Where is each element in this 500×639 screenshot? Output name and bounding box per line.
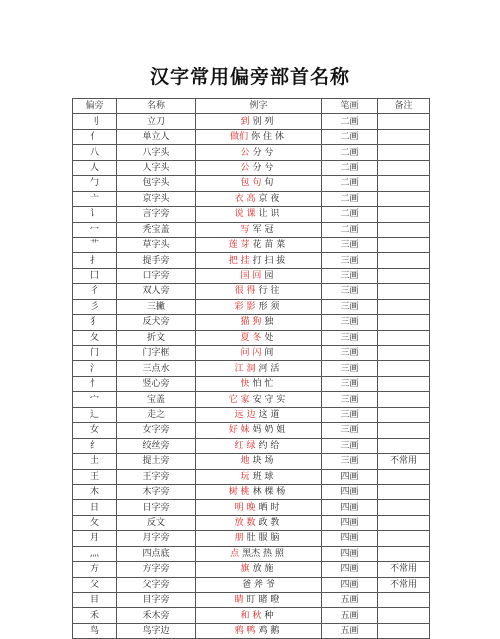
example-highlight: 快 xyxy=(240,379,250,390)
note-cell xyxy=(378,160,430,175)
example-highlight: 它 家 xyxy=(228,394,250,405)
table-row xyxy=(73,284,430,299)
table-row xyxy=(73,392,430,407)
name-cell: 包字头 xyxy=(117,176,196,191)
examples-cell xyxy=(196,129,322,144)
radical-cell: 禾 xyxy=(73,608,117,623)
name-cell: 人字头 xyxy=(117,160,196,175)
table-row xyxy=(73,330,430,345)
name-cell: 三撇 xyxy=(117,299,196,314)
note-cell xyxy=(378,407,430,422)
table-row xyxy=(73,515,430,530)
strokes-cell: 四画 xyxy=(322,577,378,592)
table-row xyxy=(73,593,430,608)
name-cell: 禾木旁 xyxy=(117,608,196,623)
examples-cell xyxy=(196,114,322,129)
example-rest: 别 列 xyxy=(252,116,274,127)
example-rest: 花 苗 菜 xyxy=(252,240,286,251)
example-highlight: 远 边 xyxy=(234,409,256,420)
header-examples: 例字 xyxy=(196,99,322,114)
name-cell: 木字旁 xyxy=(117,484,196,499)
table-row xyxy=(73,129,430,144)
examples-cell xyxy=(196,207,322,222)
example-highlight: 把 挂 xyxy=(228,255,250,266)
example-highlight: 和 秋 xyxy=(240,610,262,621)
note-cell xyxy=(378,284,430,299)
example-highlight: 鸦 鸭 xyxy=(234,626,256,637)
note-cell: 不常用 xyxy=(378,562,430,577)
example-rest: 京 夜 xyxy=(258,193,280,204)
note-cell xyxy=(378,500,430,515)
examples-cell xyxy=(196,191,322,206)
examples-cell xyxy=(196,253,322,268)
example-highlight: 江 洞 xyxy=(234,363,256,374)
note-cell xyxy=(378,253,430,268)
radical-cell: 囗 xyxy=(73,268,117,283)
note-cell xyxy=(378,191,430,206)
radical-cell: 忄 xyxy=(73,376,117,391)
name-cell: 立刀 xyxy=(117,114,196,129)
table-body xyxy=(73,114,430,639)
strokes-cell: 五画 xyxy=(322,623,378,638)
example-rest: 打 扫 拔 xyxy=(252,255,286,266)
strokes-cell: 三画 xyxy=(322,454,378,469)
example-rest: 安 守 实 xyxy=(252,394,286,405)
example-rest: 让 识 xyxy=(258,209,280,220)
table-row xyxy=(73,500,430,515)
examples-cell xyxy=(196,515,322,530)
example-rest: 肚 服 脑 xyxy=(246,533,280,544)
note-cell xyxy=(378,469,430,484)
examples-cell xyxy=(196,531,322,546)
strokes-cell: 三画 xyxy=(322,268,378,283)
name-cell: 口字旁 xyxy=(117,268,196,283)
name-cell: 提手旁 xyxy=(117,253,196,268)
note-cell xyxy=(378,346,430,361)
name-cell: 女字旁 xyxy=(117,423,196,438)
note-cell xyxy=(378,593,430,608)
strokes-cell: 三画 xyxy=(322,407,378,422)
radical-cell: 父 xyxy=(73,577,117,592)
strokes-cell: 四画 xyxy=(322,546,378,561)
radical-cell: 刂 xyxy=(73,114,117,129)
examples-cell xyxy=(196,546,322,561)
table-row xyxy=(73,531,430,546)
examples-cell xyxy=(196,392,322,407)
table-row xyxy=(73,268,430,283)
header-note: 备注 xyxy=(378,99,430,114)
radical-cell: 目 xyxy=(73,593,117,608)
example-highlight: 猫 狗 xyxy=(240,317,262,328)
strokes-cell: 二画 xyxy=(322,114,378,129)
name-cell: 反犬旁 xyxy=(117,315,196,330)
name-cell: 月字旁 xyxy=(117,531,196,546)
example-highlight: 问 闪 xyxy=(240,348,262,359)
example-highlight: 夏 冬 xyxy=(240,332,262,343)
header-name: 名称 xyxy=(117,99,196,114)
examples-cell xyxy=(196,330,322,345)
example-highlight: 很 得 xyxy=(234,286,256,297)
name-cell: 折文 xyxy=(117,330,196,345)
examples-cell xyxy=(196,284,322,299)
example-rest: 形 须 xyxy=(258,301,280,312)
table-row xyxy=(73,454,430,469)
name-cell: 提土旁 xyxy=(117,454,196,469)
example-highlight: 做们 xyxy=(230,132,249,143)
examples-cell xyxy=(196,315,322,330)
radical-cell: 土 xyxy=(73,454,117,469)
name-cell: 父字旁 xyxy=(117,577,196,592)
example-rest: 分 兮 xyxy=(252,147,274,158)
example-highlight: 明 晚 xyxy=(234,502,256,513)
note-cell xyxy=(378,438,430,453)
examples-cell xyxy=(196,608,322,623)
example-highlight: 树 桃 xyxy=(228,487,250,498)
name-cell: 反文 xyxy=(117,515,196,530)
name-cell: 八字头 xyxy=(117,145,196,160)
table-row xyxy=(73,562,430,577)
example-rest: 怕 忙 xyxy=(252,379,274,390)
example-highlight: 好 妹 xyxy=(228,425,250,436)
example-rest: 旬 xyxy=(264,178,274,189)
name-cell: 方字旁 xyxy=(117,562,196,577)
examples-cell xyxy=(196,577,322,592)
strokes-cell: 四画 xyxy=(322,500,378,515)
example-rest: 约 给 xyxy=(258,440,280,451)
strokes-cell: 三画 xyxy=(322,438,378,453)
radical-cell: 宀 xyxy=(73,392,117,407)
name-cell: 王字旁 xyxy=(117,469,196,484)
radical-cell: 方 xyxy=(73,562,117,577)
note-cell xyxy=(378,176,430,191)
example-highlight: 衣 高 xyxy=(234,193,256,204)
examples-cell xyxy=(196,469,322,484)
examples-cell xyxy=(196,454,322,469)
radical-cell: 夂 xyxy=(73,330,117,345)
page-title: 汉字常用偏旁部首名称 xyxy=(149,66,350,88)
radical-cell: 辶 xyxy=(73,407,117,422)
strokes-cell: 三画 xyxy=(322,299,378,314)
table-row xyxy=(73,608,430,623)
examples-cell xyxy=(196,176,322,191)
examples-cell xyxy=(196,268,322,283)
radical-cell: 犭 xyxy=(73,315,117,330)
example-rest: 晒 时 xyxy=(258,502,280,513)
radical-cell: 月 xyxy=(73,531,117,546)
note-cell xyxy=(378,546,430,561)
radical-cell: 女 xyxy=(73,423,117,438)
example-rest: 你 住 休 xyxy=(251,132,284,143)
name-cell: 鸟字边 xyxy=(117,623,196,638)
example-highlight: 写 xyxy=(240,224,250,235)
name-cell: 言字旁 xyxy=(117,207,196,222)
example-highlight: 莲 芽 xyxy=(228,240,250,251)
name-cell: 四点底 xyxy=(117,546,196,561)
note-cell xyxy=(378,392,430,407)
strokes-cell: 四画 xyxy=(322,515,378,530)
strokes-cell: 三画 xyxy=(322,361,378,376)
examples-cell xyxy=(196,562,322,577)
example-highlight: 睛 xyxy=(234,595,244,606)
note-cell xyxy=(378,299,430,314)
radical-cell: 人 xyxy=(73,160,117,175)
strokes-cell: 四画 xyxy=(322,469,378,484)
note-cell xyxy=(378,145,430,160)
radical-cell: 彳 xyxy=(73,284,117,299)
name-cell: 秃宝盖 xyxy=(117,222,196,237)
example-rest: 鸡 鹅 xyxy=(258,626,280,637)
strokes-cell: 二画 xyxy=(322,160,378,175)
note-cell xyxy=(378,315,430,330)
strokes-cell: 三画 xyxy=(322,237,378,252)
example-rest: 爸 斧 爷 xyxy=(242,579,275,590)
table-row xyxy=(73,484,430,499)
strokes-cell: 五画 xyxy=(322,608,378,623)
example-rest: 分 兮 xyxy=(252,162,274,173)
table-header-row xyxy=(73,99,430,114)
example-highlight: 旗 xyxy=(240,564,250,575)
example-highlight: 国 回 xyxy=(240,271,262,282)
examples-cell xyxy=(196,160,322,175)
table-row xyxy=(73,346,430,361)
example-rest: 间 xyxy=(264,348,274,359)
example-highlight: 放 数 xyxy=(234,518,256,529)
example-rest: 河 活 xyxy=(258,363,280,374)
name-cell: 日字旁 xyxy=(117,500,196,515)
note-cell xyxy=(378,423,430,438)
examples-cell xyxy=(196,346,322,361)
table-row xyxy=(73,145,430,160)
example-rest: 班 球 xyxy=(252,471,274,482)
example-rest: 盯 睹 瞪 xyxy=(246,595,280,606)
radical-cell: 王 xyxy=(73,469,117,484)
note-cell xyxy=(378,237,430,252)
table-row xyxy=(73,191,430,206)
examples-cell xyxy=(196,361,322,376)
radical-cell: 木 xyxy=(73,484,117,499)
strokes-cell: 四画 xyxy=(322,562,378,577)
examples-cell xyxy=(196,623,322,638)
radical-cell: 日 xyxy=(73,500,117,515)
table-row xyxy=(73,237,430,252)
name-cell: 走之 xyxy=(117,407,196,422)
example-highlight: 公 xyxy=(240,147,250,158)
strokes-cell: 四画 xyxy=(322,531,378,546)
example-highlight: 朋 xyxy=(234,533,244,544)
name-cell: 双人旁 xyxy=(117,284,196,299)
example-rest: 放 施 xyxy=(252,564,274,575)
radical-cell: 艹 xyxy=(73,237,117,252)
radical-cell: 讠 xyxy=(73,207,117,222)
note-cell xyxy=(378,330,430,345)
note-cell xyxy=(378,531,430,546)
radical-cell: 八 xyxy=(73,145,117,160)
note-cell xyxy=(378,623,430,638)
example-highlight: 到 xyxy=(240,116,250,127)
radical-cell: 纟 xyxy=(73,438,117,453)
radical-cell: 鸟 xyxy=(73,623,117,638)
examples-cell xyxy=(196,222,322,237)
table-row xyxy=(73,577,430,592)
note-cell xyxy=(378,268,430,283)
example-rest: 林 棵 杨 xyxy=(252,487,286,498)
example-rest: 块 场 xyxy=(252,456,274,467)
strokes-cell: 三画 xyxy=(322,330,378,345)
strokes-cell: 五画 xyxy=(322,593,378,608)
examples-cell xyxy=(196,593,322,608)
examples-cell xyxy=(196,376,322,391)
table-row xyxy=(73,376,430,391)
note-cell: 不常用 xyxy=(378,577,430,592)
example-highlight: 彩 影 xyxy=(234,301,256,312)
examples-cell xyxy=(196,299,322,314)
table-row xyxy=(73,623,430,638)
example-rest: 妈 奶 姐 xyxy=(252,425,286,436)
table-row xyxy=(73,114,430,129)
example-highlight: 包 句 xyxy=(240,178,262,189)
name-cell: 京字头 xyxy=(117,191,196,206)
radical-cell: 扌 xyxy=(73,253,117,268)
example-rest: 军 冠 xyxy=(252,224,274,235)
table-row xyxy=(73,438,430,453)
strokes-cell: 二画 xyxy=(322,145,378,160)
name-cell: 草字头 xyxy=(117,237,196,252)
table-row xyxy=(73,207,430,222)
note-cell xyxy=(378,207,430,222)
table-row xyxy=(73,361,430,376)
table-row xyxy=(73,222,430,237)
example-rest: 园 xyxy=(264,271,274,282)
note-cell xyxy=(378,376,430,391)
table-row xyxy=(73,469,430,484)
note-cell xyxy=(378,114,430,129)
table-row xyxy=(73,315,430,330)
name-cell: 目字旁 xyxy=(117,593,196,608)
table-row xyxy=(73,253,430,268)
example-highlight: 红 绿 xyxy=(234,440,256,451)
strokes-cell: 三画 xyxy=(322,315,378,330)
strokes-cell: 二画 xyxy=(322,222,378,237)
radical-cell: 门 xyxy=(73,346,117,361)
table-row xyxy=(73,423,430,438)
table-row xyxy=(73,546,430,561)
name-cell: 门字框 xyxy=(117,346,196,361)
example-rest: 这 道 xyxy=(258,409,280,420)
example-highlight: 说 课 xyxy=(234,209,256,220)
strokes-cell: 三画 xyxy=(322,253,378,268)
strokes-cell: 二画 xyxy=(322,207,378,222)
strokes-cell: 三画 xyxy=(322,423,378,438)
strokes-cell: 三画 xyxy=(322,392,378,407)
radical-cell: 灬 xyxy=(73,546,117,561)
examples-cell xyxy=(196,145,322,160)
name-cell: 单立人 xyxy=(117,129,196,144)
examples-cell xyxy=(196,500,322,515)
note-cell xyxy=(378,484,430,499)
examples-cell xyxy=(196,237,322,252)
examples-cell xyxy=(196,423,322,438)
strokes-cell: 二画 xyxy=(322,129,378,144)
example-rest: 种 xyxy=(264,610,274,621)
table-row xyxy=(73,176,430,191)
example-rest: 处 xyxy=(264,332,274,343)
example-highlight: 点 xyxy=(230,548,240,559)
strokes-cell: 二画 xyxy=(322,176,378,191)
example-highlight: 地 xyxy=(240,456,250,467)
radical-cell: 攵 xyxy=(73,515,117,530)
note-cell: 不常用 xyxy=(378,454,430,469)
note-cell xyxy=(378,129,430,144)
note-cell xyxy=(378,361,430,376)
strokes-cell: 三画 xyxy=(322,346,378,361)
strokes-cell: 四画 xyxy=(322,484,378,499)
header-strokes: 笔画 xyxy=(322,99,378,114)
header-radical: 偏旁 xyxy=(73,99,117,114)
example-rest: 行 往 xyxy=(258,286,280,297)
strokes-cell: 二画 xyxy=(322,191,378,206)
examples-cell xyxy=(196,484,322,499)
name-cell: 三点水 xyxy=(117,361,196,376)
note-cell xyxy=(378,515,430,530)
radical-cell: 冖 xyxy=(73,222,117,237)
table-row xyxy=(73,407,430,422)
examples-cell xyxy=(196,438,322,453)
example-highlight: 公 xyxy=(240,162,250,173)
examples-cell xyxy=(196,407,322,422)
name-cell: 宝盖 xyxy=(117,392,196,407)
name-cell: 竖心旁 xyxy=(117,376,196,391)
note-cell xyxy=(378,608,430,623)
radical-cell: 亻 xyxy=(73,129,117,144)
radical-cell: 氵 xyxy=(73,361,117,376)
note-cell xyxy=(378,222,430,237)
table-row xyxy=(73,160,430,175)
radicals-table xyxy=(72,98,430,639)
radical-cell: 勹 xyxy=(73,176,117,191)
strokes-cell: 三画 xyxy=(322,376,378,391)
name-cell: 绞丝旁 xyxy=(117,438,196,453)
strokes-cell: 三画 xyxy=(322,284,378,299)
example-rest: 黑杰 热 照 xyxy=(242,548,284,559)
radical-cell: 彡 xyxy=(73,299,117,314)
example-rest: 政 教 xyxy=(258,518,280,529)
table-row xyxy=(73,299,430,314)
example-highlight: 玩 xyxy=(240,471,250,482)
radical-cell: 亠 xyxy=(73,191,117,206)
example-rest: 独 xyxy=(264,317,274,328)
